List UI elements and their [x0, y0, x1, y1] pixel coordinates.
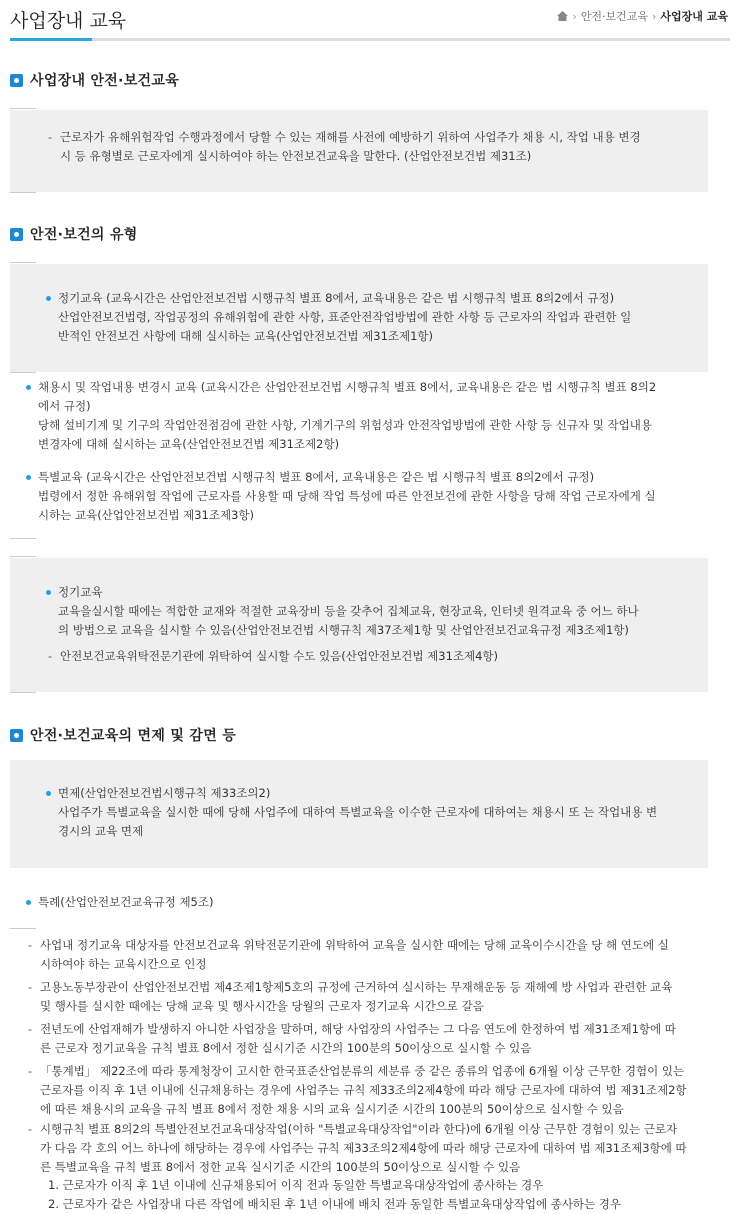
divider [10, 928, 36, 929]
bullet-square-icon [10, 74, 23, 87]
list-item: 정기교육 (교육시간은 산업안전보건법 시행규칙 별표 8에서, 교육내용은 같은 법 시행규칙 별표 8의2에서 규정) 산업안전보건법령, 작업공정의 유해위험에 관한 사항, 표준안전작업방법에 관한 사항 등 근로자의 작업과 관련한 일 반적인 안전보건 사항에 대해 실시하는 교육(산업안전보건법 제31조제1항) [46, 289, 706, 346]
chevron-right-icon: › [572, 10, 577, 23]
section-title-education-types: 안전·보건의 유형 [10, 224, 138, 244]
divider [10, 262, 36, 263]
method-box [10, 558, 708, 692]
list-item: 채용시 및 작업내용 변경시 교육 (교육시간은 산업안전보건법 시행규칙 별표 8에서, 교육내용은 같은 법 시행규칙 별표 8의2 에서 규정) 당해 설비기계 및 기구의 작업안전점검에 관한 사항, 기계기구의 위험성과 안전작업방법에 관한 사항 등 신규자 및 작업내용 변경자에 대해 실시하는 교육(산업안전보건법 제31조제2항) [26, 378, 716, 454]
divider [10, 692, 36, 693]
divider [10, 372, 36, 373]
list-item: - 고용노동부장관이 산업안전보건법 제4조제1항제5호의 규정에 근거하여 실시하는 무재해운동 등 재해예 방 사업과 관련한 교육 및 행사를 실시한 때에는 당해 교육 및 행사시간을 당월의 근로자 정기교육 시간으로 갈음 [28, 980, 673, 1013]
list-item: - 시행규칙 별표 8의2의 특별안전보건교육대상작업(이하 "특별교육대상작업"이라 한다)에 6개월 이상 근무한 경험이 있는 근로자 가 다음 각 호의 어느 하나에 해당하는 경우에 사업주는 규칙 제33조의2제4항에 따라 해당 근로자에 대하여 법 제31조제3항에 따 른 특별교육을 규칙 별표 8에서 정한 교육 실시기준 시간의 100분의 50이상으로 실시할 수 있음 [28, 1122, 687, 1174]
divider [10, 556, 36, 557]
breadcrumb-home[interactable] [557, 10, 568, 23]
list-item: - 「통계법」 제22조에 따라 통계청장이 고시한 한국표준산업분류의 세분류 중 같은 종류의 업종에 6개월 이상 근무한 경험이 있는 근로자를 이직 후 1년 이내에 신규채용하는 경우에 사업주는 규칙 제33조의2제4항에 따라 해당 근로자에 대하여 법 제31조제2항 에 따른 채용시의 교육을 규칙 별표 8에서 정한 채용 시의 교육 실시기준 시간의 100분의 50이상으로 실시할 수 있음 [28, 1064, 687, 1116]
list-item: 특별교육 (교육시간은 산업안전보건법 시행규칙 별표 8에서, 교육내용은 같은 법 시행규칙 별표 8의2에서 규정) 법령에서 정한 유해위험 작업에 근로자를 사용할 때 당해 작업 특성에 따른 안전보건에 관한 사항을 당해 작업 근로자에게 실 시하는 교육(산업안전보건법 제31조제3항) [26, 468, 716, 525]
numbered-list: 1. 근로자가 이직 후 1년 이내에 신규채용되어 이직 전과 동일한 특별교육대상작업에 종사하는 경우 2. 근로자가 같은 사업장내 다른 작업에 배치된 후 1년 이내에 배치 전과 동일한 특별교육대상작업에 종사하는 경우 [48, 1178, 622, 1211]
title-divider [10, 38, 730, 41]
home-icon [557, 11, 568, 21]
list-item: 특례(산업안전보건교육규정 제5조) [26, 893, 716, 912]
definition-box [10, 110, 708, 192]
breadcrumb-item-current: 사업장내 교육 [660, 10, 728, 23]
section-title-exemption: 안전·보건교육의 면제 및 감면 등 [10, 725, 236, 745]
divider [10, 538, 36, 539]
list-item: - 안전보건교육위탁전문기관에 위탁하여 실시할 수도 있음(산업안전보건법 제31조제4항) [48, 649, 499, 663]
breadcrumb [557, 8, 728, 24]
list-item: 정기교육 교육을실시할 때에는 적합한 교재와 적절한 교육장비 등을 갖추어 집체교육, 현장교육, 인터넷 원격교육 중 어느 하나 의 방법으로 교육을 실시할 수 있음(산업안전보건법 시행규칙 제37조제1항 및 산업안전보건교육규정 제3조제1항) [46, 583, 706, 640]
definition-text: - 근로자가 유해위험작업 수행과정에서 당할 수 있는 재해를 사전에 예방하기 위하여 사업주가 채용 시, 작업 내용 변경 시 등 유형별로 근로자에게 실시하여야 하는 안전보건교육을 말한다. (산업안전보건법 제31조) [48, 130, 641, 163]
divider [10, 192, 36, 193]
bullet-square-icon [10, 729, 23, 742]
exemption-box [10, 760, 708, 868]
list-item: - 전년도에 산업재해가 발생하지 아니한 사업장을 말하며, 해당 사업장의 사업주는 그 다음 연도에 한정하여 법 제31조제1항에 따 른 근로자 정기교육을 규칙 별표 8에서 정한 실시기준 시간의 100분의 50이상으로 실시할 수 있음 [28, 1022, 676, 1055]
list-item: 면제(산업안전보건법시행규칙 제33조의2) 사업주가 특별교육을 실시한 때에 당해 사업주에 대하여 특별교육을 이수한 근로자에 대하여는 채용시 또 는 작업내용 변 경시의 교육 면제 [46, 784, 706, 841]
divider [10, 108, 36, 109]
section-title-safety-education: 사업장내 안전·보건교육 [10, 70, 179, 90]
regular-education-box [10, 264, 708, 372]
bullet-square-icon [10, 228, 23, 241]
list-item: - 사업내 정기교육 대상자를 안전보건교육 위탁전문기관에 위탁하여 교육을 실시한 때에는 당해 교육이수시간을 당 해 연도에 실 시하여야 하는 교육시간으로 인정 [28, 938, 669, 971]
page-title: 사업장내 교육 [10, 10, 127, 32]
chevron-right-icon: › [652, 10, 657, 23]
breadcrumb-item-safety[interactable]: 안전·보건교육 [580, 10, 648, 23]
